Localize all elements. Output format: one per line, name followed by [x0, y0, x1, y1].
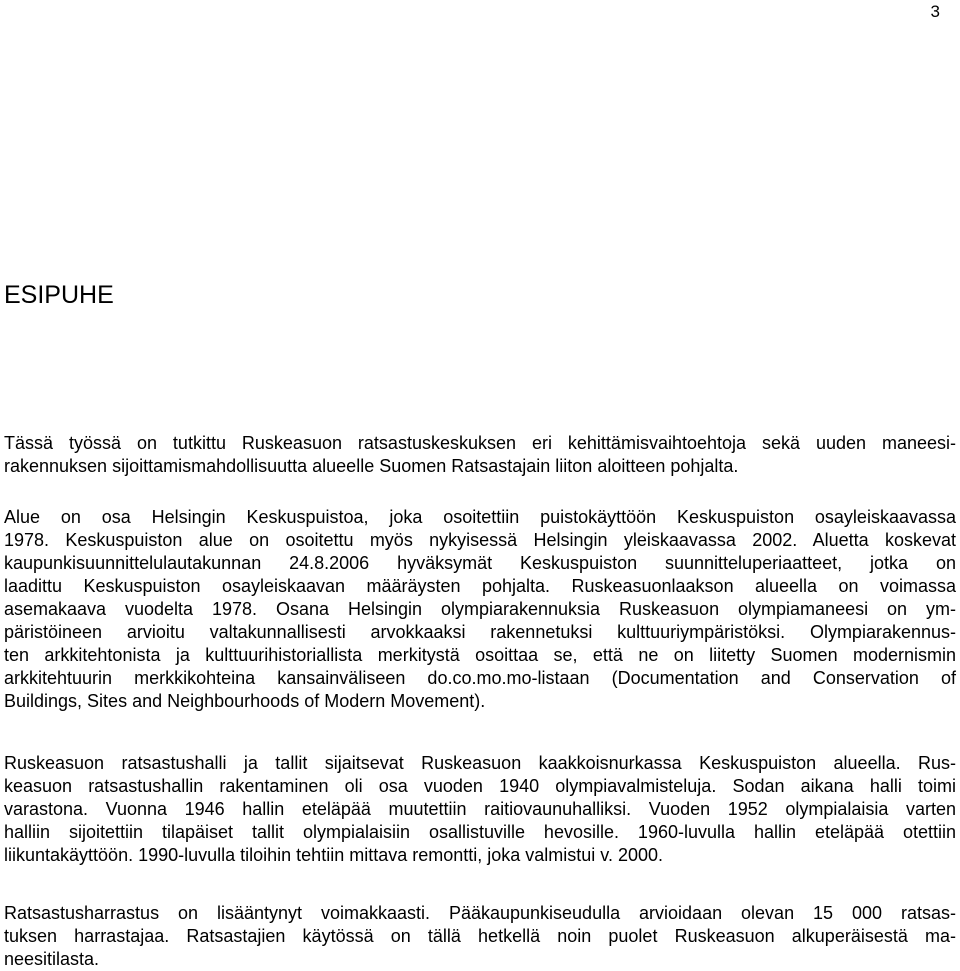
paragraph-riding-hall-history	[4, 752, 956, 867]
text-line: arkkitehtuurin merkkikohteina kansainväliseen do.co.mo.mo-listaan (Documentation and Conservation of	[4, 668, 956, 688]
text-line: tuksen harrastajaa. Ratsastajien käytössä on tällä hetkellä noin puolet Ruskeasuon alkuperäisestä ma-	[4, 926, 956, 946]
text-line: rakennuksen sijoittamismahdollisuutta alueelle Suomen Ratsastajain liiton aloitteen pohjalta.	[4, 456, 739, 476]
text-line: liikuntakäyttöön. 1990-luvulla tiloihin tehtiin mittava remontti, joka valmistui v. 2000.	[4, 845, 663, 865]
paragraph-riding-popularity	[4, 902, 956, 971]
text-line: keasuon ratsastushallin rakentaminen oli osa vuoden 1940 olympiavalmisteluja. Sodan aikana halli toimi	[4, 776, 956, 796]
paragraph-area-planning	[4, 506, 956, 713]
text-line: Buildings, Sites and Neighbourhoods of Modern Movement).	[4, 691, 486, 711]
paragraph-intro	[4, 432, 956, 478]
page-number: 3	[930, 2, 940, 21]
text-line: varastona. Vuonna 1946 hallin eteläpää muutettiin raitiovaunuhalliksi. Vuoden 1952 olympialaisia varten	[4, 799, 956, 819]
text-line: 1978. Keskuspuiston alue on osoitettu myös nykyisessä Helsingin yleiskaavassa 2002. Aluetta koskevat	[4, 530, 956, 550]
text-line: neesitilasta.	[4, 949, 100, 969]
text-line: laadittu Keskuspuiston osayleiskaavan määräysten pohjalta. Ruskeasuonlaakson alueella on voimassa	[4, 576, 956, 596]
text-line: Alue on osa Helsingin Keskuspuistoa, joka osoitettiin puistokäyttöön Keskuspuiston osayleiskaavassa	[4, 507, 956, 527]
text-line: Tässä työssä on tutkittu Ruskeasuon ratsastuskeskuksen eri kehittämisvaihtoehtoja sekä uuden maneesi-	[4, 433, 956, 453]
text-line: Ruskeasuon ratsastushalli ja tallit sijaitsevat Ruskeasuon kaakkoisnurkassa Keskuspuiston alueella. Rus-	[4, 753, 956, 773]
page-heading: ESIPUHE	[4, 281, 114, 309]
text-line: halliin sijoitettiin tilapäiset tallit olympialaisiin osallistuville hevosille. 1960-luvulla hallin eteläpää otettiin	[4, 822, 956, 842]
text-line: päristöineen arvioitu valtakunnallisesti arvokkaaksi rakennetuksi kulttuuriympäristöksi. Olympiarakennus-	[4, 622, 956, 642]
text-line: Ratsastusharrastus on lisääntynyt voimakkaasti. Pääkaupunkiseudulla arvioidaan olevan 15 000 ratsas-	[4, 903, 956, 923]
text-line: ten arkkitehtonista ja kulttuurihistoriallista merkitystä osoittaa se, että ne on liitetty Suomen modernismin	[4, 645, 956, 665]
text-line: kaupunkisuunnittelulautakunnan 24.8.2006 hyväksymät Keskuspuiston suunnitteluperiaatteet, jotka on	[4, 553, 956, 573]
text-line: asemakaava vuodelta 1978. Osana Helsingin olympiarakennuksia Ruskeasuon olympiamaneesi on ym-	[4, 599, 956, 619]
